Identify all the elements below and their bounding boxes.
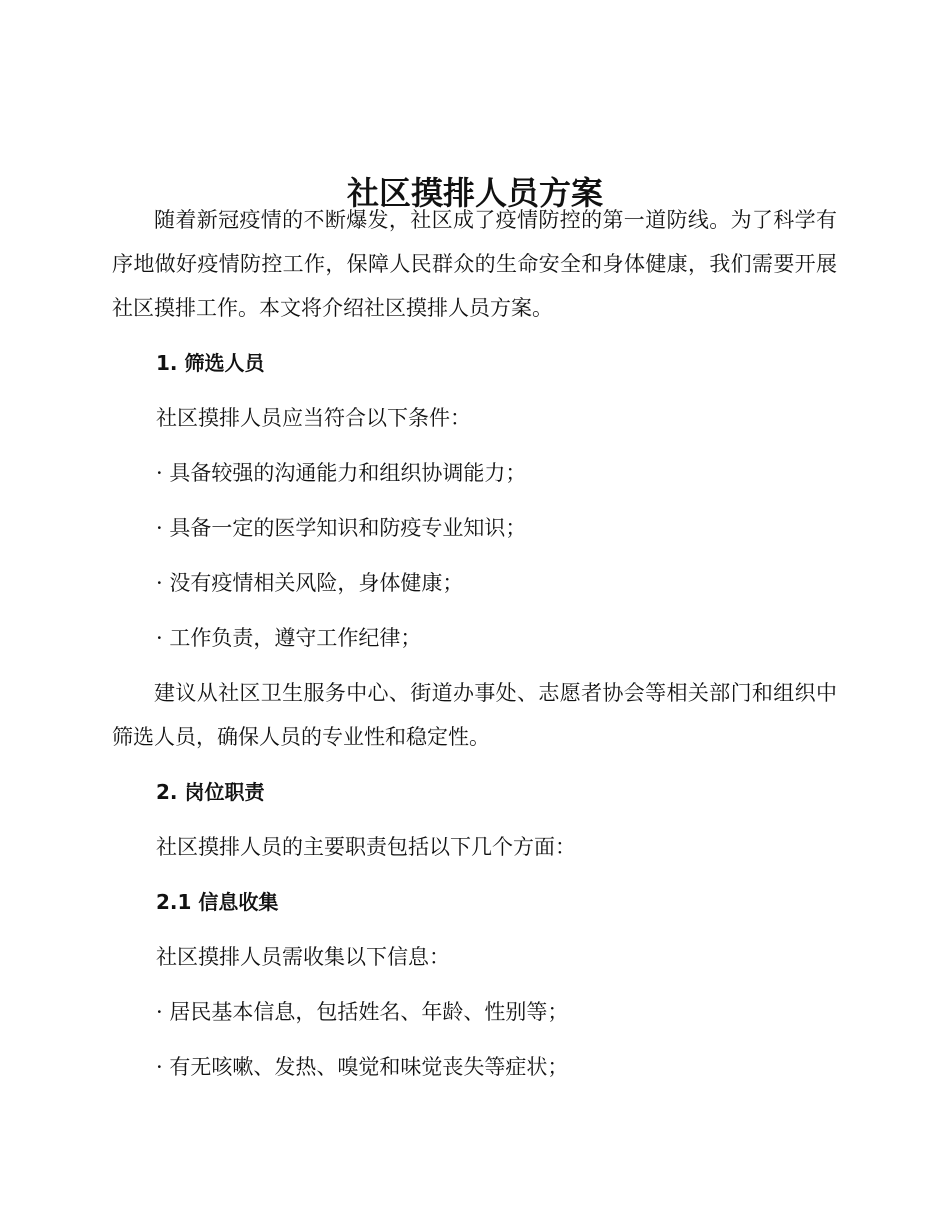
list-item: · 没有疫情相关风险，身体健康； <box>156 571 464 595</box>
section-1-lead: 社区摸排人员应当符合以下条件： <box>156 406 471 430</box>
spacer <box>112 869 837 880</box>
section-1-heading: 1. 筛选人员 <box>156 351 265 375</box>
spacer <box>112 495 837 506</box>
list-item: · 有无咳嗽、发热、嗅觉和味觉丧失等症状； <box>156 1055 569 1079</box>
spacer <box>112 814 837 825</box>
spacer <box>112 1034 837 1045</box>
spacer <box>112 550 837 561</box>
spacer <box>112 924 837 935</box>
spacer <box>112 605 837 616</box>
section-2-1-heading: 2.1 信息收集 <box>156 890 279 914</box>
spacer <box>112 385 837 396</box>
spacer <box>112 330 837 341</box>
spacer <box>112 440 837 451</box>
spacer <box>112 660 837 671</box>
list-item: · 工作负责，遵守工作纪律； <box>156 626 422 650</box>
section-2-1-lead: 社区摸排人员需收集以下信息： <box>156 945 450 969</box>
section-1-closing: 建议从社区卫生服务中心、街道办事处、志愿者协会等相关部门和组织中筛选人员，确保人员的专业性和稳定性。 <box>112 681 837 749</box>
list-item: · 具备一定的医学知识和防疫专业知识； <box>156 516 527 540</box>
intro-paragraph: 随着新冠疫情的不断爆发，社区成了疫情防控的第一道防线。为了科学有序地做好疫情防控工作，保障人民群众的生命安全和身体健康，我们需要开展社区摸排工作。本文将介绍社区摸排人员方案。 <box>112 208 837 320</box>
list-item: · 居民基本信息，包括姓名、年龄、性别等； <box>156 1000 569 1024</box>
list-item: · 具备较强的沟通能力和组织协调能力； <box>156 461 527 485</box>
document-body <box>112 198 837 1089</box>
spacer <box>112 759 837 770</box>
spacer <box>112 979 837 990</box>
document-title: 社区摸排人员方案 <box>346 174 603 213</box>
section-2-lead: 社区摸排人员的主要职责包括以下几个方面： <box>156 835 576 859</box>
section-2-heading: 2. 岗位职责 <box>156 780 265 804</box>
